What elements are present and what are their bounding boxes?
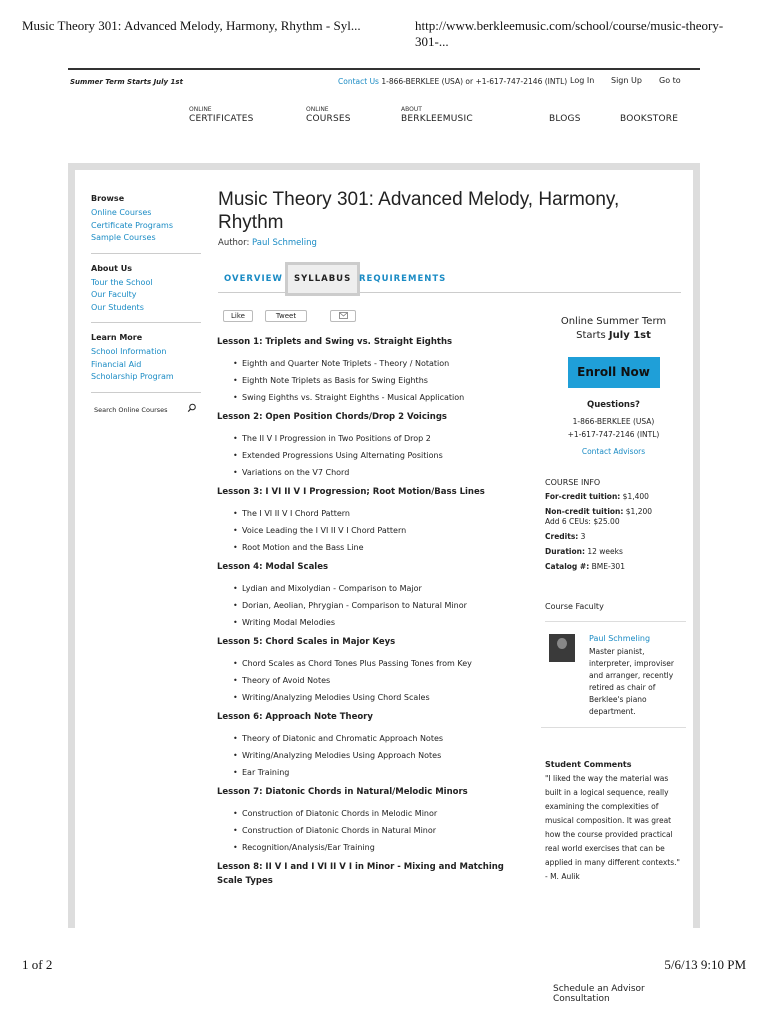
link-school-information[interactable]: School Information	[91, 347, 167, 356]
student-comments-heading: Student Comments	[545, 760, 632, 769]
print-header	[22, 18, 746, 49]
lesson-6	[217, 710, 517, 781]
web-page	[68, 68, 700, 1004]
email-share-button[interactable]	[330, 310, 356, 322]
print-page-title: Music Theory 301: Advanced Melody, Harmony, Rhythm - Syl...	[22, 18, 361, 33]
nav-courses[interactable]	[306, 106, 351, 124]
course-title: Music Theory 301: Advanced Melody, Harmony, Rhythm	[218, 189, 620, 233]
lesson-topic: • The II V I Progression in Two Positions of Drop 2	[233, 430, 517, 447]
lesson-title: Lesson 6: Approach Note Theory	[217, 712, 373, 722]
lesson-topic: • Variations on the V7 Chord	[233, 464, 517, 481]
browse-group	[91, 194, 201, 254]
link-scholarship-program[interactable]: Scholarship Program	[91, 372, 174, 381]
duration	[545, 547, 686, 557]
lesson-topic: • Extended Progressions Using Alternating Positions	[233, 447, 517, 464]
lesson-topics	[233, 730, 517, 781]
lesson-topic: • Theory of Diatonic and Chromatic Approach Notes	[233, 730, 517, 747]
tab-syllabus[interactable]: SYLLABUS	[285, 262, 360, 296]
lesson-topics	[233, 430, 517, 481]
nav-sup: ONLINE	[306, 106, 329, 113]
noncredit-value: $1,200	[623, 507, 653, 516]
lesson-topic: • Writing/Analyzing Melodies Using Approach Notes	[233, 747, 517, 764]
print-url: http://www.berkleemusic.com/school/course/music-theory-301-...	[415, 18, 724, 49]
faculty-card	[541, 628, 686, 728]
nav-label: COURSES	[306, 114, 351, 124]
credits	[545, 532, 686, 542]
about-heading: About Us	[91, 263, 132, 273]
credit-value: $1,400	[620, 492, 649, 501]
lesson-title: Lesson 8: II V I and I VI II V I in Minor - Mixing and Matching Scale Types	[217, 862, 504, 886]
lesson-title: Lesson 2: Open Position Chords/Drop 2 Voicings	[217, 412, 447, 422]
lesson-topic: • Writing/Analyzing Melodies Using Chord Scales	[233, 689, 517, 706]
link-tour-school[interactable]: Tour the School	[91, 277, 153, 287]
term-start-date: July 1st	[608, 330, 651, 341]
lesson-title: Lesson 5: Chord Scales in Major Keys	[217, 637, 396, 647]
lesson-topic: • Theory of Avoid Notes	[233, 672, 517, 689]
duration-label: Duration:	[545, 547, 585, 556]
lesson-topic: • Root Motion and the Bass Line	[233, 539, 517, 556]
course-tabs	[218, 265, 681, 293]
phone-intl: +1-617-747-2146 (INTL)	[567, 430, 660, 439]
lesson-topic: • Chord Scales as Chord Tones Plus Passing Tones from Key	[233, 655, 517, 672]
top-bar	[68, 68, 700, 92]
lesson-title: Lesson 1: Triplets and Swing vs. Straight Eighths	[217, 337, 453, 347]
ceus: Add 6 CEUs: $25.00	[545, 517, 620, 526]
nav-certificates[interactable]	[189, 106, 254, 124]
credit-label: For-credit tuition:	[545, 492, 621, 501]
catalog	[545, 562, 686, 572]
tab-requirements[interactable]: REQUIREMENTS	[359, 274, 447, 284]
nav-sup	[620, 106, 678, 114]
main-nav	[68, 106, 700, 130]
lesson-4	[217, 560, 517, 631]
nav-label: BOOKSTORE	[620, 114, 679, 124]
nav-label: BERKLEEMUSIC	[401, 114, 473, 124]
tab-overview[interactable]: OVERVIEW	[224, 274, 283, 284]
noncredit-tuition	[545, 507, 686, 527]
nav-sup	[549, 106, 581, 114]
faculty-description: Master pianist, interpreter, improviser and arranger, recently retired as chair of Berklee's piano department.	[589, 647, 674, 716]
about-group	[91, 264, 201, 324]
print-footer	[22, 957, 746, 975]
lesson-topic: • Swing Eighths vs. Straight Eighths - Musical Application	[233, 389, 517, 406]
nav-about[interactable]	[401, 106, 473, 124]
student-comment: "I liked the way the material was built in a logical sequence, really examining the complexities of musical composition. It was great how the course provided practical real world exercises that can be applied in many different contexts." - M. Aulik	[545, 774, 680, 881]
term-line1: Online Summer Term	[560, 316, 667, 327]
nav-sup: ONLINE	[189, 106, 212, 113]
term-line2	[541, 329, 686, 343]
duration-value: 12 weeks	[584, 547, 623, 556]
lesson-topics	[233, 355, 517, 406]
lesson-topic: • Ear Training	[233, 764, 517, 781]
lesson-5	[217, 635, 517, 706]
link-financial-aid[interactable]: Financial Aid	[91, 359, 142, 369]
goto-link[interactable]: Go to	[659, 76, 681, 85]
lesson-topic: • The I VI II V I Chord Pattern	[233, 505, 517, 522]
link-certificate-programs[interactable]: Certificate Programs	[91, 220, 174, 230]
credits-label: Credits:	[545, 532, 579, 541]
lesson-topic: • Eighth and Quarter Note Triplets - Theory / Notation	[233, 355, 517, 372]
link-our-faculty[interactable]: Our Faculty	[91, 290, 137, 299]
questions-heading: Questions?	[587, 400, 640, 410]
enroll-now-button[interactable]: Enroll Now	[568, 357, 660, 388]
nav-bookstore[interactable]	[620, 106, 678, 124]
syllabus-list	[217, 335, 517, 894]
lesson-7	[217, 785, 517, 856]
faculty-name-link[interactable]: Paul Schmeling	[589, 634, 651, 643]
left-nav	[91, 194, 201, 419]
lesson-topic: • Voice Leading the I VI II V I Chord Pattern	[233, 522, 517, 539]
contact-advisors-link[interactable]: Contact Advisors	[581, 447, 646, 456]
noncredit-label: Non-credit tuition:	[545, 507, 624, 516]
lesson-topic: • Recognition/Analysis/Ear Training	[233, 839, 517, 856]
lesson-topics	[233, 655, 517, 706]
lesson-topic: • Construction of Diatonic Chords in Natural Minor	[233, 822, 517, 839]
link-sample-courses[interactable]: Sample Courses	[91, 233, 156, 242]
lesson-topics	[233, 805, 517, 856]
lesson-title: Lesson 4: Modal Scales	[217, 562, 329, 572]
term-starts-label: Starts	[576, 330, 609, 341]
search-courses[interactable]	[91, 403, 201, 419]
lesson-topic: • Writing Modal Melodies	[233, 614, 517, 631]
contact-phones: 1-866-BERKLEE (USA) or +1-617-747-2146 (INTL)	[381, 77, 568, 86]
search-label: Search Online Courses	[94, 405, 168, 414]
like-button[interactable]: Like	[223, 310, 253, 322]
learn-group	[91, 333, 201, 393]
browse-heading: Browse	[91, 194, 125, 203]
schedule-consultation-link[interactable]: Schedule an Advisor Consultation	[553, 984, 645, 1004]
credit-tuition	[545, 492, 686, 502]
phone-numbers	[541, 415, 686, 441]
lesson-topic: • Eighth Note Triplets as Basis for Swing Eighths	[233, 372, 517, 389]
nav-blogs[interactable]	[549, 106, 581, 124]
link-our-students[interactable]: Our Students	[91, 302, 144, 312]
content-frame	[68, 163, 700, 1004]
print-page-number: 1 of 2	[22, 957, 53, 972]
signup-link[interactable]: Sign Up	[611, 76, 642, 85]
lesson-topic: • Lydian and Mixolydian - Comparison to Major	[233, 580, 517, 597]
link-online-courses[interactable]: Online Courses	[91, 208, 152, 217]
lesson-title: Lesson 3: I VI II V I Progression; Root Motion/Bass Lines	[217, 487, 485, 497]
lesson-topics	[233, 505, 517, 556]
nav-sup: ABOUT	[401, 106, 422, 113]
nav-label: BLOGS	[549, 114, 581, 124]
sidebar	[541, 310, 686, 884]
credits-value: 3	[578, 532, 586, 541]
nav-label: CERTIFICATES	[189, 114, 254, 124]
author-link[interactable]: Paul Schmeling	[252, 238, 317, 248]
course-info-heading: COURSE INFO	[545, 478, 601, 487]
term-info	[541, 315, 686, 343]
lesson-topic: • Construction of Diatonic Chords in Melodic Minor	[233, 805, 517, 822]
lesson-topics	[233, 580, 517, 631]
lesson-2	[217, 410, 517, 481]
lesson-topic: • Dorian, Aeolian, Phrygian - Comparison to Natural Minor	[233, 597, 517, 614]
login-link[interactable]: Log In	[570, 76, 595, 85]
print-datetime: 5/6/13 9:10 PM	[664, 957, 746, 972]
envelope-icon	[339, 313, 348, 321]
faculty-photo[interactable]	[549, 634, 575, 662]
course-faculty-heading: Course Faculty	[545, 602, 686, 622]
lesson-1	[217, 335, 517, 406]
lesson-3	[217, 485, 517, 556]
contact-line	[338, 77, 567, 86]
course-author	[218, 238, 317, 248]
phone-usa: 1-866-BERKLEE (USA)	[572, 417, 655, 426]
lesson-title: Lesson 7: Diatonic Chords in Natural/Melodic Minors	[217, 787, 468, 797]
contact-us-link[interactable]: Contact Us	[338, 77, 379, 86]
author-label: Author:	[218, 238, 250, 248]
catalog-value: BME-301	[589, 562, 625, 571]
lesson-8	[217, 860, 517, 888]
summer-term-notice: Summer Term Starts July 1st	[70, 78, 183, 86]
learn-heading: Learn More	[91, 333, 143, 342]
tweet-button[interactable]: Tweet	[265, 310, 307, 322]
search-icon[interactable]	[187, 403, 197, 415]
catalog-label: Catalog #:	[545, 562, 590, 571]
